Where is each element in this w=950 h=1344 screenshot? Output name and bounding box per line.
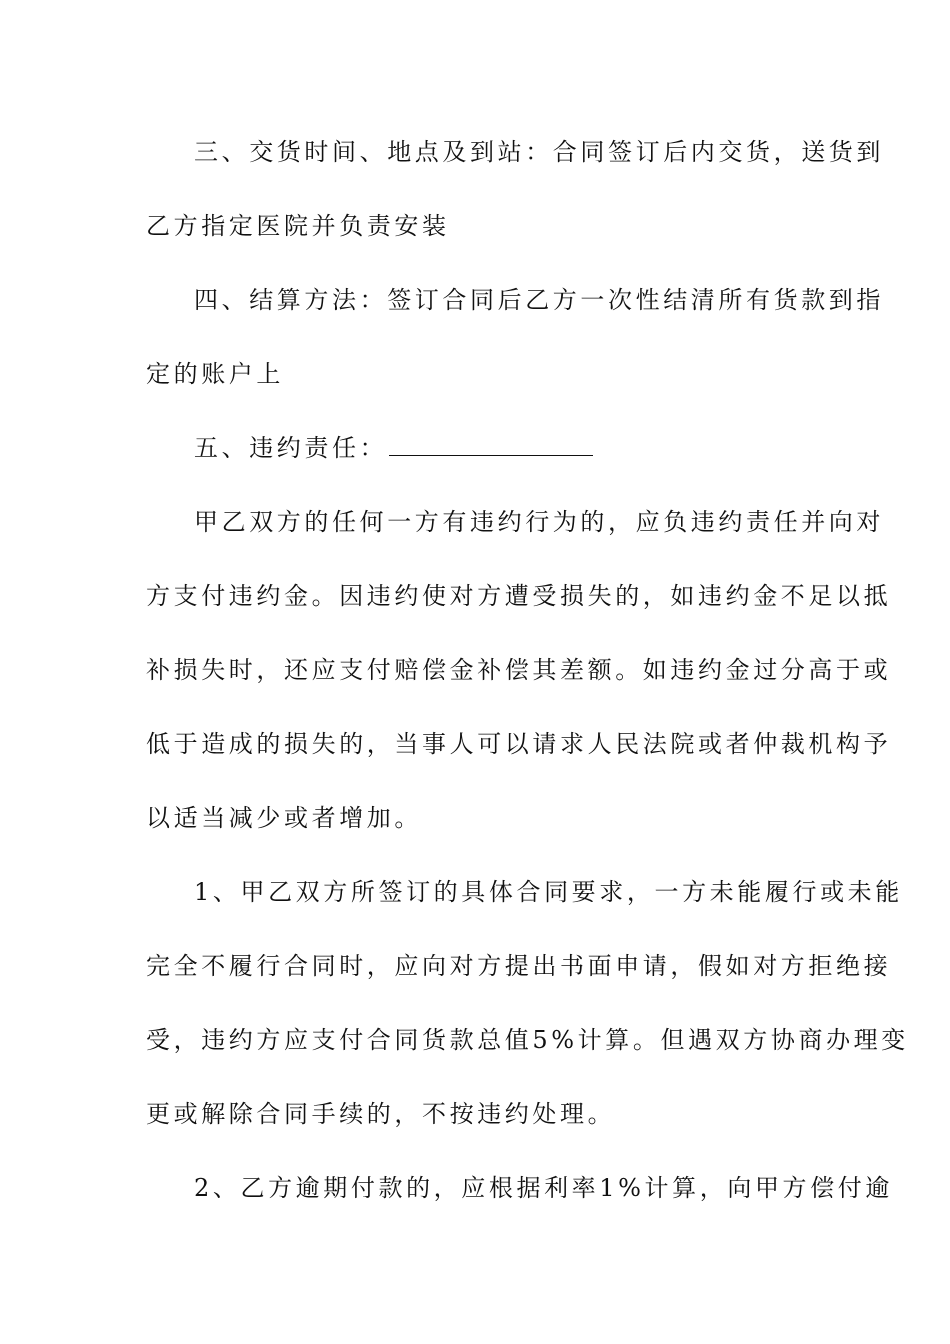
clause-3-line-1: 三、交货时间、地点及到站：合同签订后内交货，送货到: [194, 138, 884, 166]
item-2-line-1: 2、乙方逾期付款的，应根据利率1%计算，向甲方偿付逾: [194, 1174, 893, 1202]
item-1-line-3: 受，违约方应支付合同货款总值5%计算。但遇双方协商办理变: [146, 1026, 909, 1054]
paragraph-line-4: 低于造成的损失的，当事人可以请求人民法院或者仲裁机构予: [146, 730, 892, 758]
clause-3-line-2: 乙方指定医院并负责安装: [146, 212, 450, 240]
clause-4-line-1: 四、结算方法：签订合同后乙方一次性结清所有货款到指: [194, 286, 884, 314]
item-1-line-1: 1、甲乙双方所签订的具体合同要求，一方未能履行或未能: [194, 878, 903, 906]
clause-5-heading: [194, 433, 593, 463]
paragraph-line-1: 甲乙双方的任何一方有违约行为的，应负违约责任并向对: [194, 508, 884, 536]
clause-4-line-2: 定的账户上: [146, 360, 284, 388]
paragraph-line-5: 以适当减少或者增加。: [146, 804, 422, 832]
paragraph-line-2: 方支付违约金。因违约使对方遭受损失的，如违约金不足以抵: [146, 582, 892, 610]
paragraph-line-3: 补损失时，还应支付赔偿金补偿其差额。如违约金过分高于或: [146, 656, 892, 684]
item-1-line-2: 完全不履行合同时，应向对方提出书面申请，假如对方拒绝接: [146, 952, 892, 980]
fill-in-blank: [389, 435, 593, 456]
clause-5-label: 五、违约责任：: [194, 434, 388, 462]
item-1-line-4: 更或解除合同手续的，不按违约处理。: [146, 1100, 616, 1128]
